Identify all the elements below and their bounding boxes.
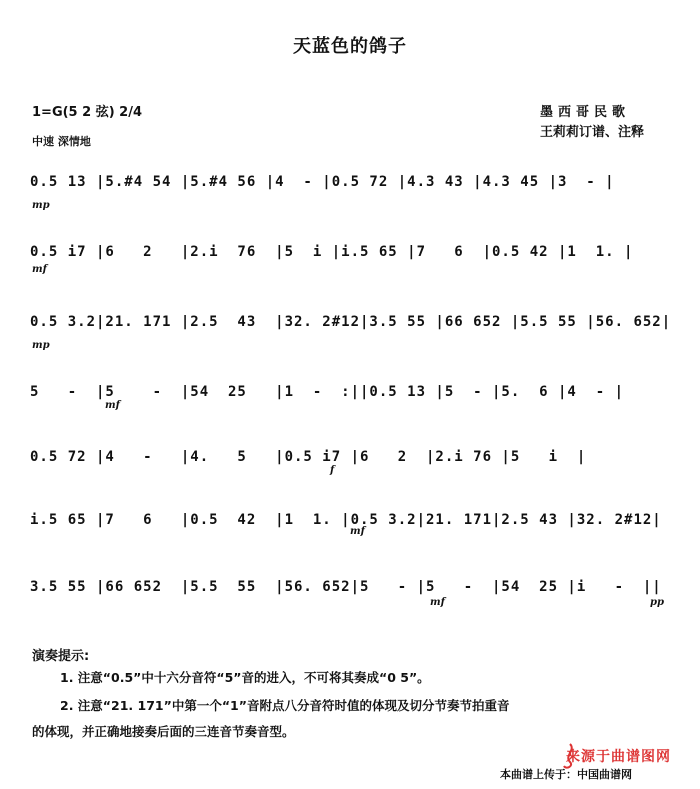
footer-credit: 本曲谱上传于：中国曲谱网 <box>500 768 632 781</box>
tips-heading: 演奏提示: <box>32 649 90 664</box>
tempo-marking: 中速 深情地 <box>32 135 91 148</box>
score-notes: 0.5 72 |4 - |4. 5 |0.5 i7 |6 2 |2.i 76 |5 i | <box>30 449 587 465</box>
score-line-3 <box>30 300 672 351</box>
score-line-2 <box>30 230 670 274</box>
tip-2-continued: 的体现，并正确地接奏后面的三连音节奏音型。 <box>32 724 295 739</box>
dynamic-mark: mf <box>350 526 365 537</box>
score-notes: 3.5 55 |66 652 |5.5 55 |56. 652|5 - |5 - |54 25 |i - || <box>30 579 662 595</box>
arranger-credit: 王莉莉订谱、注释 <box>540 125 645 140</box>
score-line-5 <box>30 435 670 479</box>
score-line-1 <box>30 160 670 211</box>
score-notes: 5 - |5 - |54 25 |1 - :||0.5 13 |5 - |5. 6 |4 - | <box>30 384 625 400</box>
song-origin: 墨西哥民歌 <box>540 105 631 120</box>
watermark-text: 来源于曲谱图网 <box>566 749 671 765</box>
dynamic-mark: mf <box>32 264 47 275</box>
tip-2: 2. 注意“21. 171”中第一个“1”音附点八分音符时值的体现及切分节奏节拍重音 <box>60 698 510 713</box>
score-notes: i.5 65 |7 6 |0.5 42 |1 1. |0.5 3.2|21. 171|2.5 43 |32. 2#12| <box>30 512 662 528</box>
dynamic-mark: mf <box>105 400 120 411</box>
score-line-7 <box>30 565 670 609</box>
score-line-4 <box>30 370 670 414</box>
score-line-6 <box>30 498 670 542</box>
score-notes: 0.5 3.2|21. 171 |2.5 43 |32. 2#12|3.5 55 |66 652 |5.5 55 |56. 652| <box>30 314 672 330</box>
dynamic-mark: mp <box>32 340 50 351</box>
tip-1: 1. 注意“0.5”中十六分音符“5”音的进入，不可将其奏成“0 5”。 <box>60 670 430 685</box>
score-notes: 0.5 i7 |6 2 |2.i 76 |5 i |i.5 65 |7 6 |0.5 42 |1 1. | <box>30 244 634 260</box>
dynamic-mark: f <box>330 465 335 476</box>
key-signature: 1=G(5 2 弦) 2/4 <box>32 105 142 120</box>
dynamic-mark-final: pp <box>650 597 664 608</box>
dynamic-mark: mp <box>32 200 50 211</box>
dynamic-mark: mf <box>430 597 445 608</box>
score-notes: 0.5 13 |5.#4 54 |5.#4 56 |4 - |0.5 72 |4.3 43 |4.3 45 |3 - | <box>30 174 615 190</box>
song-title: 天蓝色的鸽子 <box>293 36 407 57</box>
